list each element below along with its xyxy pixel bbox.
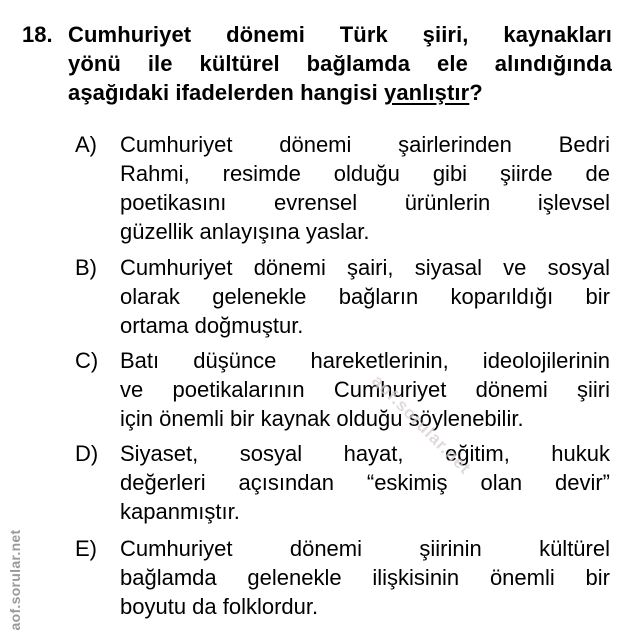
option-line: Batı düşünce hareketlerinin, ideolojilerinin: [120, 348, 610, 373]
option-letter: E): [75, 536, 97, 561]
option-line: poetikasını evrensel ürünlerin işlevsel: [120, 190, 610, 215]
question-line-1: Cumhuriyet dönemi Türk şiiri, kaynakları: [68, 22, 612, 47]
option-line: değerleri açısından “eskimiş olan devir”: [120, 470, 610, 495]
option-line: Rahmi, resimde olduğu gibi şiirde de: [120, 161, 610, 186]
option-line: ortama doğmuştur.: [120, 313, 304, 338]
option-letter: D): [75, 441, 99, 466]
option-line: Cumhuriyet dönemi şairlerinden Bedri: [120, 132, 610, 157]
option-line: bağlamda gelenekle ilişkisinin önemli bir: [120, 565, 610, 590]
option-text: [120, 130, 610, 246]
option-letter: B): [75, 255, 97, 280]
option-line: ve poetikalarının Cumhuriyet dönemi şiiri: [120, 377, 610, 402]
option-line: boyutu da folklordur.: [120, 594, 319, 619]
option-letter: C): [75, 348, 99, 373]
option-line: için önemli bir kaynak olduğu söylenebilir.: [120, 406, 524, 431]
watermark-diagonal: aof.sorular.net: [367, 371, 475, 479]
option-line: Cumhuriyet dönemi şiirinin kültürel: [120, 536, 610, 561]
question-mark: ?: [469, 80, 483, 105]
option-text: [120, 439, 610, 526]
question-line-3: [68, 78, 612, 107]
option-text: [120, 253, 610, 340]
option-line: güzellik anlayışına yaslar.: [120, 219, 370, 244]
watermark-vertical: aof.sorular.net: [7, 529, 23, 631]
emphasized-word: yanlıştır: [384, 80, 470, 105]
option-line: olarak gelenekle bağların koparıldığı bir: [120, 284, 610, 309]
option-line: Siyaset, sosyal hayat, eğitim, hukuk: [120, 441, 610, 466]
option-line: Cumhuriyet dönemi şairi, siyasal ve sosyal: [120, 255, 610, 280]
option-text: [120, 534, 610, 621]
question-number: 18.: [22, 22, 53, 47]
question-line-3-prefix: aşağıdaki ifadelerden hangisi: [68, 80, 384, 105]
option-text: [120, 346, 610, 433]
question-stem: [68, 20, 612, 107]
option-line: kapanmıştır.: [120, 499, 240, 524]
option-letter: A): [75, 132, 97, 157]
question-line-2: yönü ile kültürel bağlamda ele alındığında: [68, 51, 612, 76]
